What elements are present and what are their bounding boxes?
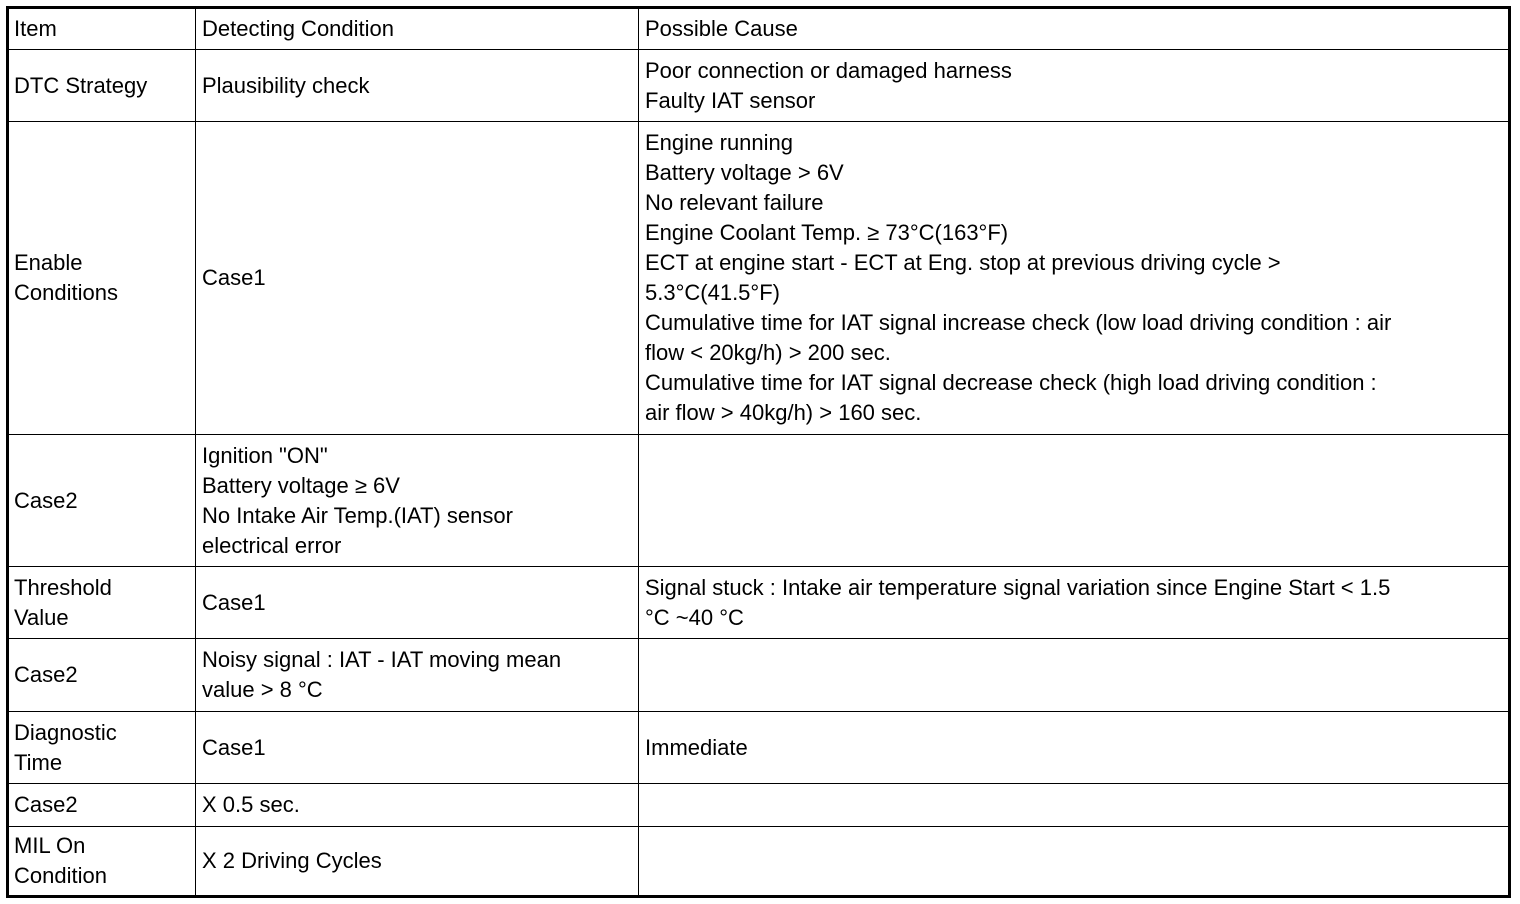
header-row [8, 8, 1510, 50]
table-row [8, 712, 1510, 784]
dtc-table [6, 6, 1511, 898]
row-possible-cause [639, 827, 1510, 897]
row-detecting-condition: Plausibility check [196, 50, 639, 122]
row-possible-cause [639, 435, 1510, 567]
row-item: MIL On Condition [8, 827, 196, 897]
row-item: Case2 [8, 435, 196, 567]
header-detecting-condition: Detecting Condition [196, 8, 639, 50]
header-item: Item [8, 8, 196, 50]
row-detecting-condition: Case1 [196, 712, 639, 784]
row-detecting-condition: X 0.5 sec. [196, 784, 639, 827]
header-possible-cause: Possible Cause [639, 8, 1510, 50]
table-row [8, 784, 1510, 827]
table-row [8, 567, 1510, 639]
row-detecting-condition: Case1 [196, 567, 639, 639]
row-possible-cause [639, 639, 1510, 712]
row-possible-cause [639, 784, 1510, 827]
row-possible-cause: Immediate [639, 712, 1510, 784]
row-detecting-condition: Noisy signal : IAT - IAT moving mean value > 8 °C [196, 639, 639, 712]
table-row [8, 639, 1510, 712]
row-detecting-condition: Case1 [196, 122, 639, 435]
row-item: Diagnostic Time [8, 712, 196, 784]
row-item: Threshold Value [8, 567, 196, 639]
table-row [8, 827, 1510, 897]
table-row [8, 435, 1510, 567]
row-item: Enable Conditions [8, 122, 196, 435]
row-item: Case2 [8, 639, 196, 712]
row-possible-cause: Signal stuck : Intake air temperature signal variation since Engine Start < 1.5 °C ~40 °C [639, 567, 1510, 639]
table-row [8, 122, 1510, 435]
row-possible-cause: Engine running Battery voltage > 6V No relevant failure Engine Coolant Temp. ≥ 73°C(163°F) ECT at engine start - ECT at Eng. stop at previous driving cycle > 5.3°C(41.5°F) Cumulative time for IAT signal increase check (low load driving condition : air flow < 20kg/h) > 200 sec. Cumulative time for IAT signal decrease check (high load driving condition : air flow > 40kg/h) > 160 sec. [639, 122, 1510, 435]
row-detecting-condition: Ignition "ON" Battery voltage ≥ 6V No Intake Air Temp.(IAT) sensor electrical error [196, 435, 639, 567]
row-detecting-condition: X 2 Driving Cycles [196, 827, 639, 897]
row-item: DTC Strategy [8, 50, 196, 122]
row-possible-cause: Poor connection or damaged harness Faulty IAT sensor [639, 50, 1510, 122]
row-item: Case2 [8, 784, 196, 827]
table-row [8, 50, 1510, 122]
